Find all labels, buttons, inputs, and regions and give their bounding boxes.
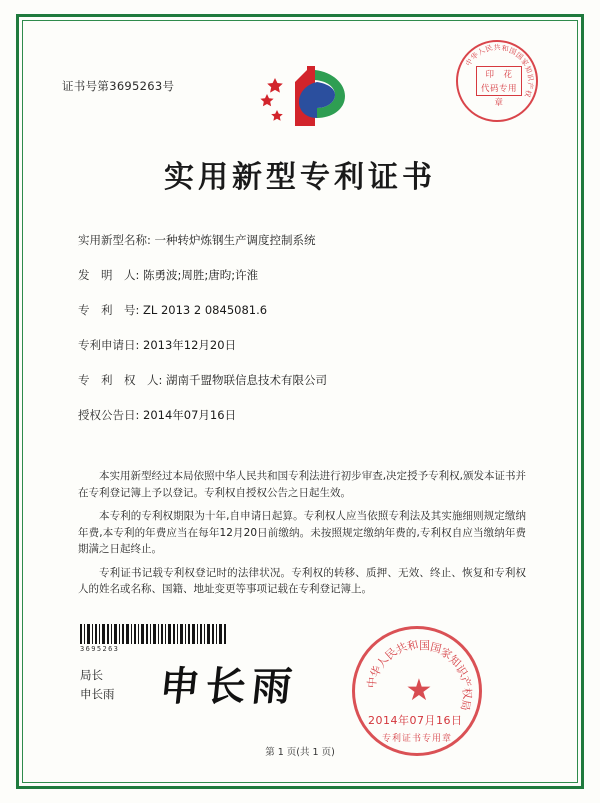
field-row-patentee bbox=[78, 372, 530, 388]
field-label-grant-date: 授权公告日: bbox=[78, 408, 140, 422]
field-label-application-date: 专利申请日: bbox=[78, 338, 140, 352]
seal-date: 2014年07月16日 bbox=[368, 714, 463, 727]
barcode bbox=[80, 624, 226, 644]
field-label-patent-number: 专 利 号: bbox=[78, 303, 140, 317]
field-row-name bbox=[78, 232, 530, 248]
cnipa-logo bbox=[255, 62, 351, 134]
page-footer: 第 1 页(共 1 页) bbox=[265, 747, 335, 758]
paragraph-3: 专利证书记载专利权登记时的法律状况。专利权的转移、质押、无效、终止、恢复和专利权人的姓名或名称、国籍、地址变更等事项记载在专利登记簿上。 bbox=[78, 566, 526, 595]
legal-paragraphs bbox=[78, 468, 526, 605]
seal-top-inner-box bbox=[476, 66, 522, 108]
official-seal: 中 华 人 民 共 和 国 国 家 知 识 产 权 局 ★ 专利证书专用章 bbox=[352, 626, 486, 760]
certificate-number: 证书号第3695263号 bbox=[62, 79, 175, 93]
stamp-seal-top bbox=[456, 40, 542, 126]
seal-top-line1: 印 花 bbox=[485, 70, 513, 80]
director-block bbox=[80, 666, 115, 704]
director-title-label: 局长 bbox=[80, 668, 103, 682]
field-row-patent-number bbox=[78, 302, 530, 318]
field-value-patent-number: ZL 2013 2 0845081.6 bbox=[143, 303, 268, 317]
field-label-name: 实用新型名称: bbox=[78, 233, 151, 247]
field-value-application-date: 2013年12月20日 bbox=[143, 338, 237, 352]
field-list bbox=[78, 232, 530, 442]
field-value-grant-date: 2014年07月16日 bbox=[143, 408, 237, 422]
field-row-inventor bbox=[78, 267, 530, 283]
seal-star-icon: ★ bbox=[405, 674, 433, 708]
field-value-inventor: 陈勇波;周胜;唐昀;许淮 bbox=[143, 268, 259, 282]
seal-top-line2: 代码专用章 bbox=[480, 84, 517, 108]
field-label-patentee: 专 利 权 人: bbox=[78, 373, 163, 387]
page-title: 实用新型专利证书 bbox=[164, 160, 436, 195]
field-value-name: 一种转炉炼钢生产调度控制系统 bbox=[154, 233, 316, 247]
handwritten-signature: 申长雨 bbox=[157, 663, 301, 710]
field-value-patentee: 湖南千盟物联信息技术有限公司 bbox=[166, 373, 328, 387]
field-row-grant-date bbox=[78, 407, 530, 423]
barcode-number: 3695263 bbox=[80, 645, 120, 653]
paragraph-1: 本实用新型经过本局依照中华人民共和国专利法进行初步审查,决定授予专利权,颁发本证书并在专利登记簿上予以登记。专利权自授权公告之日起生效。 bbox=[78, 470, 526, 499]
field-label-inventor: 发 明 人: bbox=[78, 268, 140, 282]
field-row-application-date bbox=[78, 337, 530, 353]
seal-top-arc-text: 中 华 人 民 共 和 国 国 家 知 识 产 权 bbox=[464, 43, 535, 98]
seal-bottom-text: 专利证书专用章 bbox=[381, 734, 452, 744]
paragraph-2: 本专利的专利权期限为十年,自申请日起算。专利权人应当依照专利法及其实施细则规定缴纳年费,本专利的年费应当在每年12月20日前缴纳。未按照规定缴纳年费的,专利权自应当缴纳年费期满之日起终止。 bbox=[78, 510, 526, 555]
director-name-label: 申长雨 bbox=[80, 687, 115, 701]
